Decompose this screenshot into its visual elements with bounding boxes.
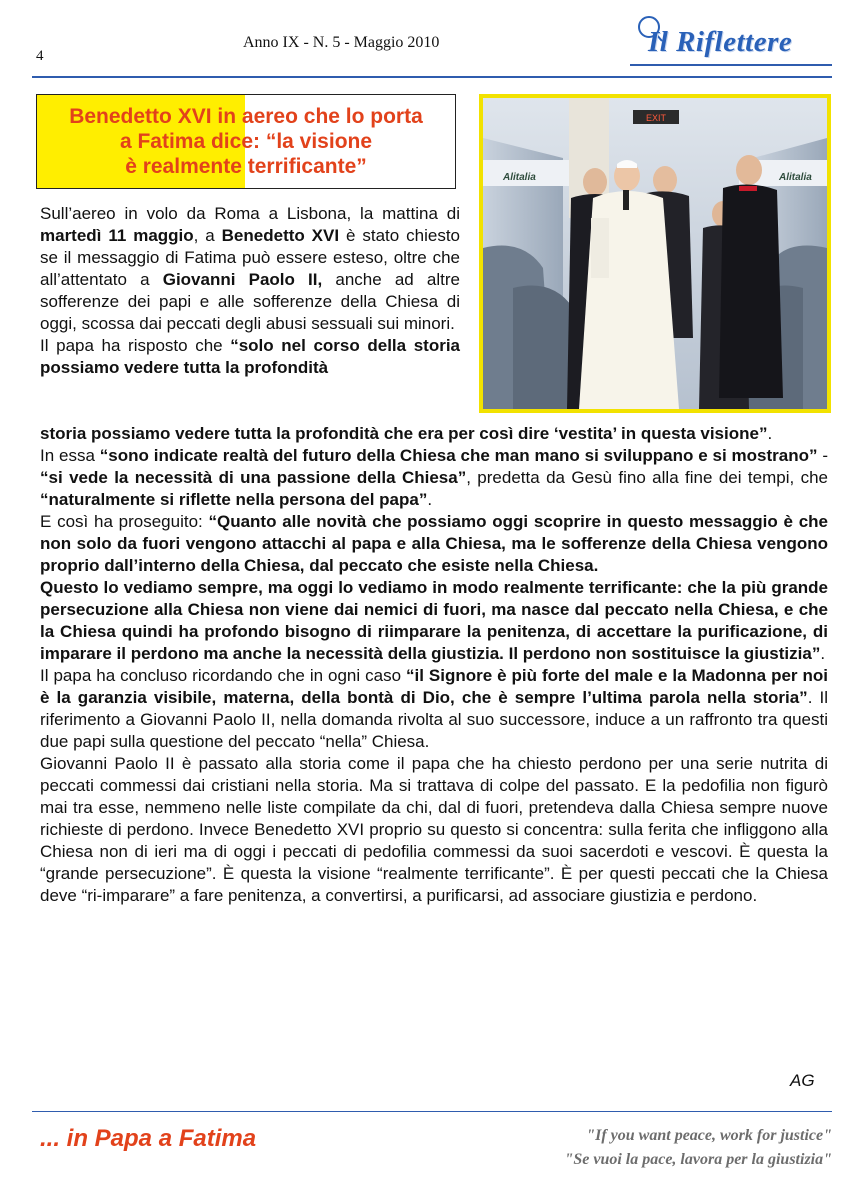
bold-text-run: martedì 11 maggio [40,226,194,245]
bold-text-run: “si vede la necessità di una passione della Chiesa” [40,468,467,487]
bold-text-run: Questo lo vediamo sempre, ma oggi lo vediamo in modo realmente terrificante: che la più grande persecuzione alla Chiesa non viene dai nemici di fuori, ma nasce dal peccato nella Chiesa, e che la Chiesa quindi ha profondo bisogno di riimparare la penitenza, di accettare la purificazione, di imparare il perdono ma anche la necessità della giustizia. Il perdono non sostituisce la giustizia” [40,578,828,663]
body-paragraph [40,753,828,907]
footer-section-title: ... in Papa a Fatima [40,1125,257,1152]
article-body [40,423,828,907]
text-run: Il papa ha risposto che [40,336,231,355]
motto-italian: "Se vuoi la pace, lavora per la giustizia" [564,1151,832,1168]
bold-text-run: “solo nel corso della storia possiamo vedere tutta la profondità [40,336,460,377]
issue-line: Anno IX - N. 5 - Maggio 2010 [243,34,440,51]
text-run: E così ha proseguito: [40,512,209,531]
text-run: - [817,446,829,465]
page-number: 4 [36,48,44,64]
bold-text-run: “Quanto alle novità che possiamo oggi scoprire in questo messaggio è che non solo da fuori vengono attacchi al papa e alla Chiesa, ma le sofferenze della Chiesa vengono proprio dall’interno della Chiesa, dal peccato che esiste nella Chiesa. [40,512,828,575]
text-run: . [767,424,773,443]
footer-motto [564,1124,832,1172]
airline-logo-right: Alitalia [779,172,812,183]
text-run: . [820,644,826,663]
header-divider [32,76,832,78]
text-run: In essa [40,446,100,465]
article-title: Benedetto XVI in aereo che lo porta a Fatima dice: “la visione è realmente terrificante” [69,105,423,178]
intro-paragraph [40,335,460,379]
article-intro [40,203,460,379]
text-run: , a [193,226,222,245]
text-run: . [427,490,433,509]
text-run: Sull’aereo in volo da Roma a Lisbona, la mattina di [40,204,460,223]
author-signature: AG [790,1071,815,1090]
bold-text-run: Giovanni Paolo II, [162,270,323,289]
bold-text-run: “sono indicate realtà del futuro della Chiesa che man mano si sviluppano e si mostrano” [99,446,818,465]
intro-paragraph [40,203,460,335]
masthead-title: Il Riflettere [648,26,793,58]
body-paragraph [40,665,828,753]
text-run: Il papa ha concluso ricordando che in ogni caso [40,666,406,685]
bold-text-run: “il Signore è più forte del male e la Madonna per noi è la garanzia visibile, materna, della bontà di Dio, che è sempre l’ultima parola nella storia” [40,666,828,707]
bold-text-run: “naturalmente si riflette nella persona del papa” [40,490,428,509]
article-title-box [36,94,456,189]
body-paragraph [40,511,828,577]
bold-text-run: Benedetto XVI [221,226,340,245]
masthead [636,6,836,70]
text-run: è stato chiesto se il messaggio di Fatima può essere esteso, oltre che all’attentato a [40,226,460,289]
text-run: . Il riferimento a Giovanni Paolo II, nella domanda rivolta al suo successore, induce a un raffronto tra questi due papi sulla questione del peccato “nella” Chiesa. [40,688,828,751]
body-paragraph [40,577,828,665]
article-photo [479,94,831,413]
bold-text-run: storia possiamo vedere tutta la profondità che era per così dire ‘vestita’ in questa visione” [40,424,768,443]
airline-logo-left: Alitalia [503,172,536,183]
masthead-underline [630,64,832,66]
body-paragraph [40,423,828,445]
footer-divider [32,1111,832,1112]
airplane-cabin-image [483,98,827,409]
text-run: anche ad altre sofferenze dei papi e alle sofferenze della Chiesa di oggi, scossa dai peccati degli abusi sessuali sui minori. [40,270,460,333]
exit-sign: EXIT [645,113,667,123]
text-run: Giovanni Paolo II è passato alla storia come il papa che ha chiesto perdono per una serie nutrita di peccati commessi dai cristiani nella storia. Ma si trattava di colpe del passato. E la pedofilia non figurò mai tra esse, nemmeno nelle liste compilate da chi, dal di fuori, pretendeva dalla Chiesa sempre nuove richieste di perdono. Invece Benedetto XVI proprio su questo si concentra: sulla ferita che infliggono alla Chiesa non di ieri ma di oggi i peccati di pedofilia commessi da suoi sacerdoti e vescovi. È questa la “grande persecuzione”. È questa la visione “realmente terrificante”. È per questi peccati che la Chiesa deve “ri-imparare” a fare penitenza, a convertirsi, a purificarsi, ad associare giustizia e perdono. [40,754,828,905]
text-run: , predetta da Gesù fino alla fine dei tempi, che [466,468,828,487]
body-paragraph [40,445,828,511]
motto-english: "If you want peace, work for justice" [586,1127,832,1144]
